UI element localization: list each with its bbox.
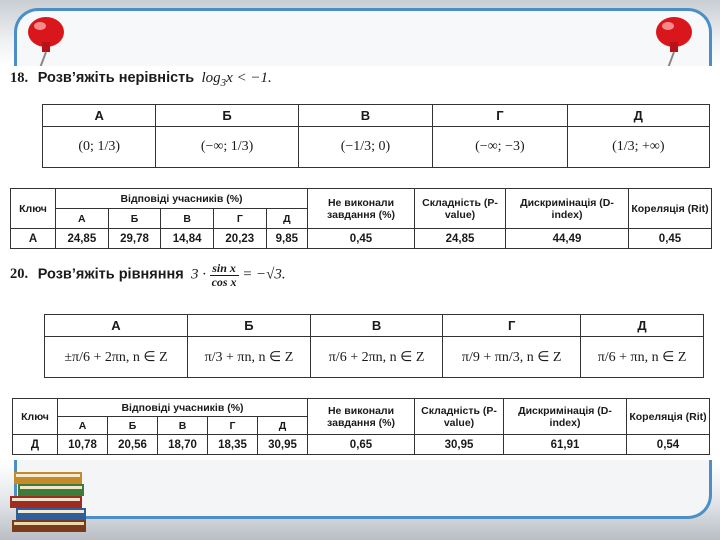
discrimination-header: Дискримінація (D-index) (504, 399, 627, 435)
discrimination-header: Дискримінація (D-index) (506, 189, 629, 229)
option-answer-a: ±π/6 + 2πn, n ∈ Z (45, 337, 188, 378)
problem-20-statement (10, 262, 286, 288)
option-header: Г (433, 105, 567, 127)
correlation-value: 0,45 (629, 229, 712, 249)
responses-header: Відповіді учасників (%) (58, 399, 308, 417)
response-value: 20,56 (108, 435, 158, 455)
response-subheader: В (161, 209, 214, 229)
response-subheader: В (158, 417, 208, 435)
response-value: 20,23 (213, 229, 266, 249)
not-done-header: Не виконали завдання (%) (308, 399, 415, 435)
responses-header: Відповіді учасників (%) (56, 189, 308, 209)
response-subheader: Б (108, 209, 161, 229)
option-header: В (310, 315, 442, 337)
difficulty-value: 30,95 (415, 435, 504, 455)
response-subheader: Г (208, 417, 258, 435)
option-answer-d: π/9 + πn/3, n ∈ Z (443, 337, 581, 378)
response-subheader: Д (266, 209, 307, 229)
not-done-header: Не виконали завдання (%) (308, 189, 415, 229)
problem-text: Розв’яжіть нерівність (37, 70, 195, 86)
answer-options-table-18 (42, 104, 710, 168)
option-header: Д (581, 315, 704, 337)
discrimination-value: 44,49 (506, 229, 629, 249)
discrimination-value: 61,91 (504, 435, 627, 455)
key-header: Ключ (11, 189, 56, 229)
slide-content (0, 66, 720, 460)
problem-text: Розв’яжіть рівняння (37, 266, 184, 283)
response-value: 10,78 (58, 435, 108, 455)
option-header: Д (567, 105, 709, 127)
option-header: А (43, 105, 156, 127)
math-equation-rest: = −√3. (242, 266, 286, 283)
stack-of-books-icon (8, 458, 104, 538)
math-fraction (210, 262, 239, 288)
option-header: Б (156, 105, 298, 127)
response-value: 30,95 (258, 435, 308, 455)
statistics-table-18 (10, 188, 712, 249)
pushpin-icon (22, 14, 68, 70)
math-inequality: x < −1. (226, 70, 272, 86)
correlation-header: Кореляція (Rit) (629, 189, 712, 229)
correlation-header: Кореляція (Rit) (627, 399, 710, 435)
problem-number: 20. (10, 266, 29, 283)
option-header: В (298, 105, 432, 127)
response-value: 18,35 (208, 435, 258, 455)
option-answer-c: π/6 + 2πn, n ∈ Z (310, 337, 442, 378)
statistics-table-20 (12, 398, 710, 455)
key-value: Д (13, 435, 58, 455)
difficulty-header: Складність (P-value) (415, 399, 504, 435)
fraction-denominator: cos x (211, 274, 237, 289)
response-value: 14,84 (161, 229, 214, 249)
option-header: Б (187, 315, 310, 337)
option-header: Г (443, 315, 581, 337)
key-value: А (11, 229, 56, 249)
key-header: Ключ (13, 399, 58, 435)
option-header: А (45, 315, 188, 337)
option-answer-e: π/6 + πn, n ∈ Z (581, 337, 704, 378)
option-answer-b: (−∞; 1/3) (156, 127, 298, 168)
response-subheader: Г (213, 209, 266, 229)
not-done-value: 0,65 (308, 435, 415, 455)
difficulty-header: Складність (P-value) (415, 189, 506, 229)
option-answer-a: (0; 1/3) (43, 127, 156, 168)
response-value: 24,85 (56, 229, 109, 249)
fraction-numerator: sin x (210, 262, 239, 276)
response-subheader: А (56, 209, 109, 229)
math-log-base: 3 (220, 76, 227, 89)
math-prefix: 3 · (190, 266, 206, 283)
problem-number: 18. (10, 70, 29, 86)
option-answer-d: (−∞; −3) (433, 127, 567, 168)
problem-18-statement (10, 70, 272, 89)
not-done-value: 0,45 (308, 229, 415, 249)
option-answer-c: (−1/3; 0) (298, 127, 432, 168)
pushpin-icon (650, 14, 696, 70)
response-value: 29,78 (108, 229, 161, 249)
option-answer-e: (1/3; +∞) (567, 127, 709, 168)
response-value: 9,85 (266, 229, 307, 249)
answer-options-table-20 (44, 314, 704, 378)
math-log: log (201, 70, 221, 86)
correlation-value: 0,54 (627, 435, 710, 455)
slide-frame-inner-bottom (14, 456, 712, 519)
difficulty-value: 24,85 (415, 229, 506, 249)
response-value: 18,70 (158, 435, 208, 455)
option-answer-b: π/3 + πn, n ∈ Z (187, 337, 310, 378)
response-subheader: Б (108, 417, 158, 435)
slide-frame-inner-top (14, 8, 712, 73)
response-subheader: А (58, 417, 108, 435)
response-subheader: Д (258, 417, 308, 435)
